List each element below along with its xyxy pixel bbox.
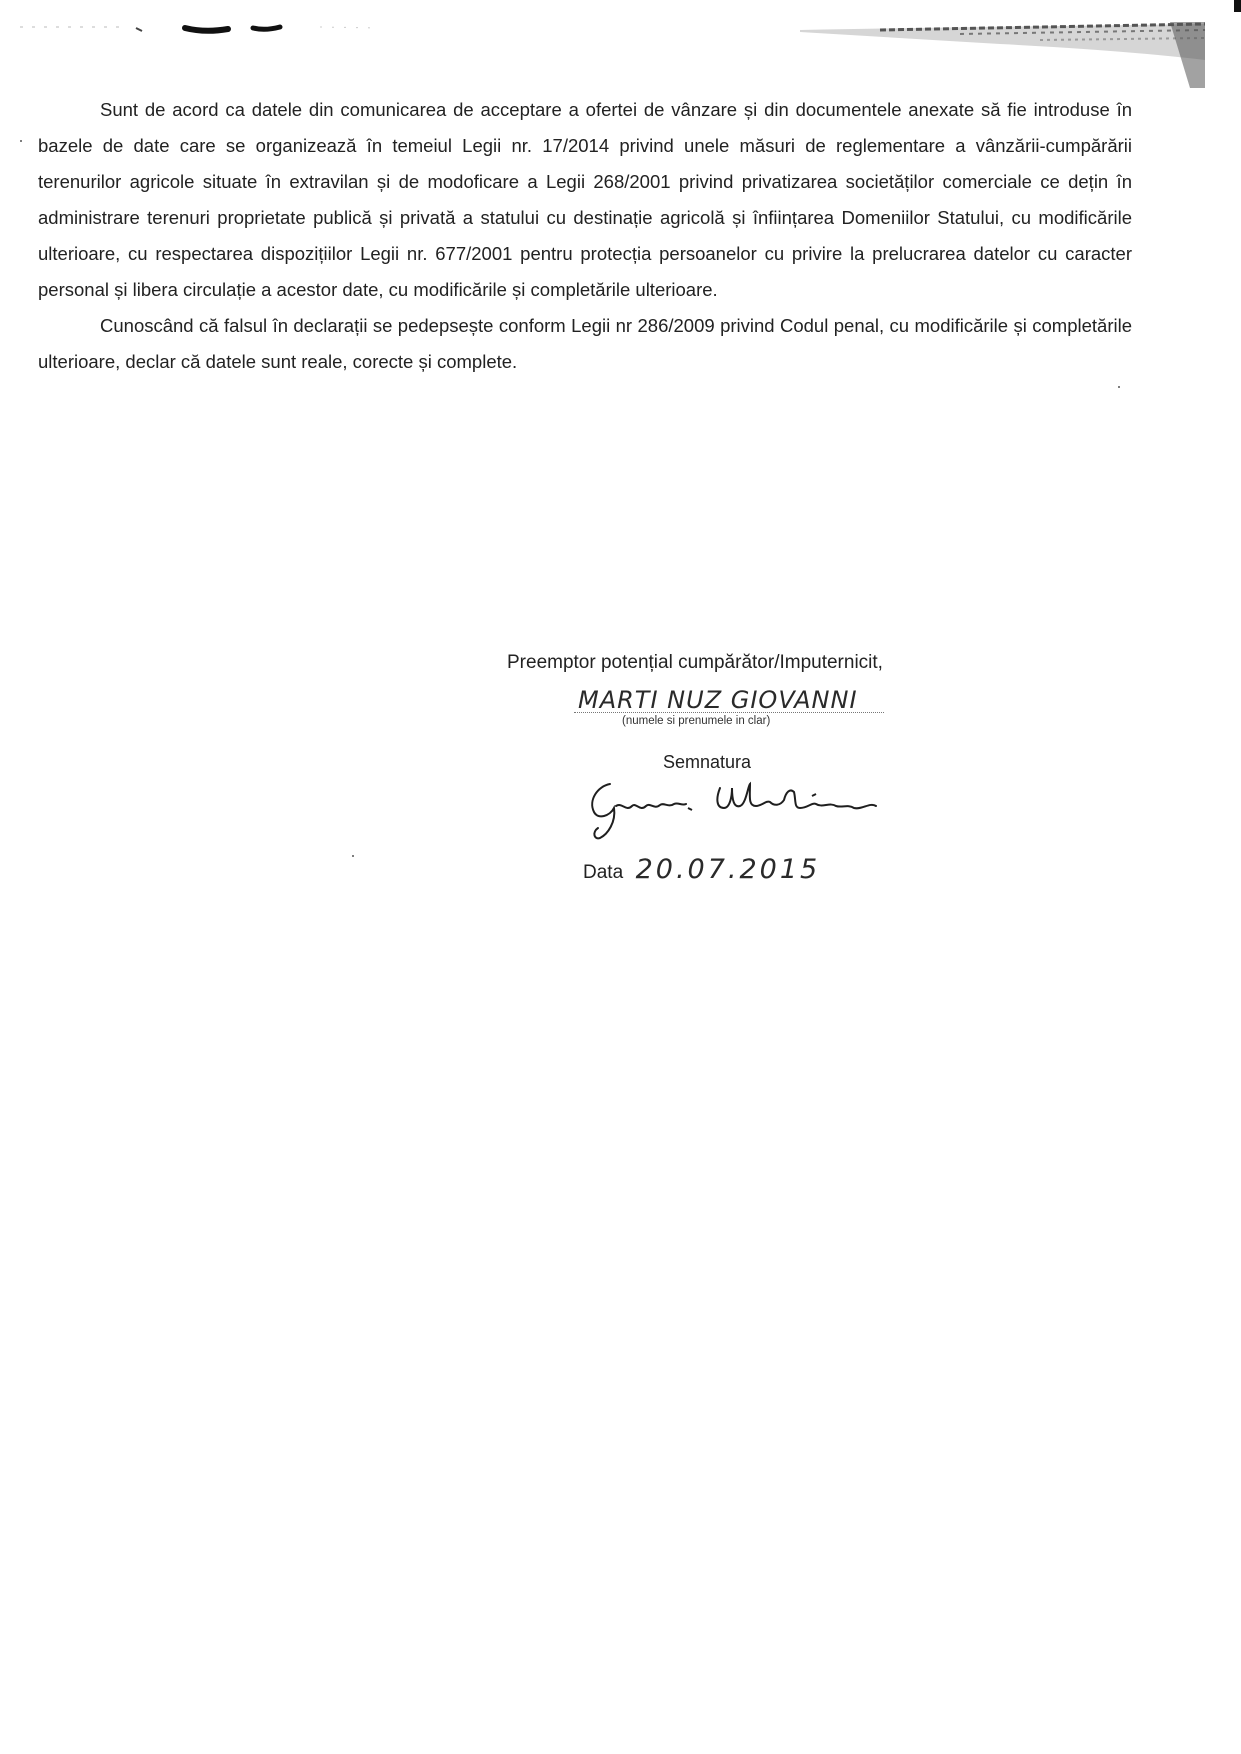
role-label: Preemptor potențial cumpărător/Imputernicit, xyxy=(507,652,883,673)
scan-speck xyxy=(352,855,354,857)
handwritten-date: 20.07.2015 xyxy=(635,854,821,885)
consent-paragraph: Sunt de acord ca datele din comunicarea de acceptare a ofertei de vânzare și din documentele anexate să fie introduse în bazele de date care se organizează în temeiul Legii nr. 17/2014 privind unele măsuri de reglementare a vânzării-cumpărării terenurilor agricole situate în extravilan și de modoficare a Legii 268/2001 privind privatizarea societăților comerciale ce dețin în administrare terenuri proprietate publică și privată a statului cu destinație agricolă și înființarea Domeniilor Statului, cu modificările ulterioare, cu respectarea dispozițiilor Legii nr. 677/2001 pentru protecția persoanelor cu privire la prelucrarea datelor cu caracter personal și libera circulație a acestor date, cu modificările și completările ulterioare. xyxy=(38,99,1132,300)
truthfulness-paragraph: Cunoscând că falsul în declarații se pedepsește conform Legii nr 286/2009 privind Codul penal, cu modificările și completările ulterioare, declar că datele sunt reale, corecte și complete. xyxy=(38,315,1132,372)
name-hint: (numele si prenumele in clar) xyxy=(622,715,771,727)
scan-speck xyxy=(1118,386,1120,388)
name-dotted-line xyxy=(574,712,884,713)
date-row xyxy=(583,854,820,885)
handwritten-name: MARTI NUZ GIOVANNI xyxy=(578,686,858,714)
handwritten-signature xyxy=(580,772,910,842)
signature-label: Semnatura xyxy=(663,752,752,772)
scan-speck xyxy=(20,140,22,142)
declaration-text xyxy=(38,92,1132,380)
scan-artifact-header xyxy=(0,0,1241,90)
date-label: Data xyxy=(583,862,624,883)
